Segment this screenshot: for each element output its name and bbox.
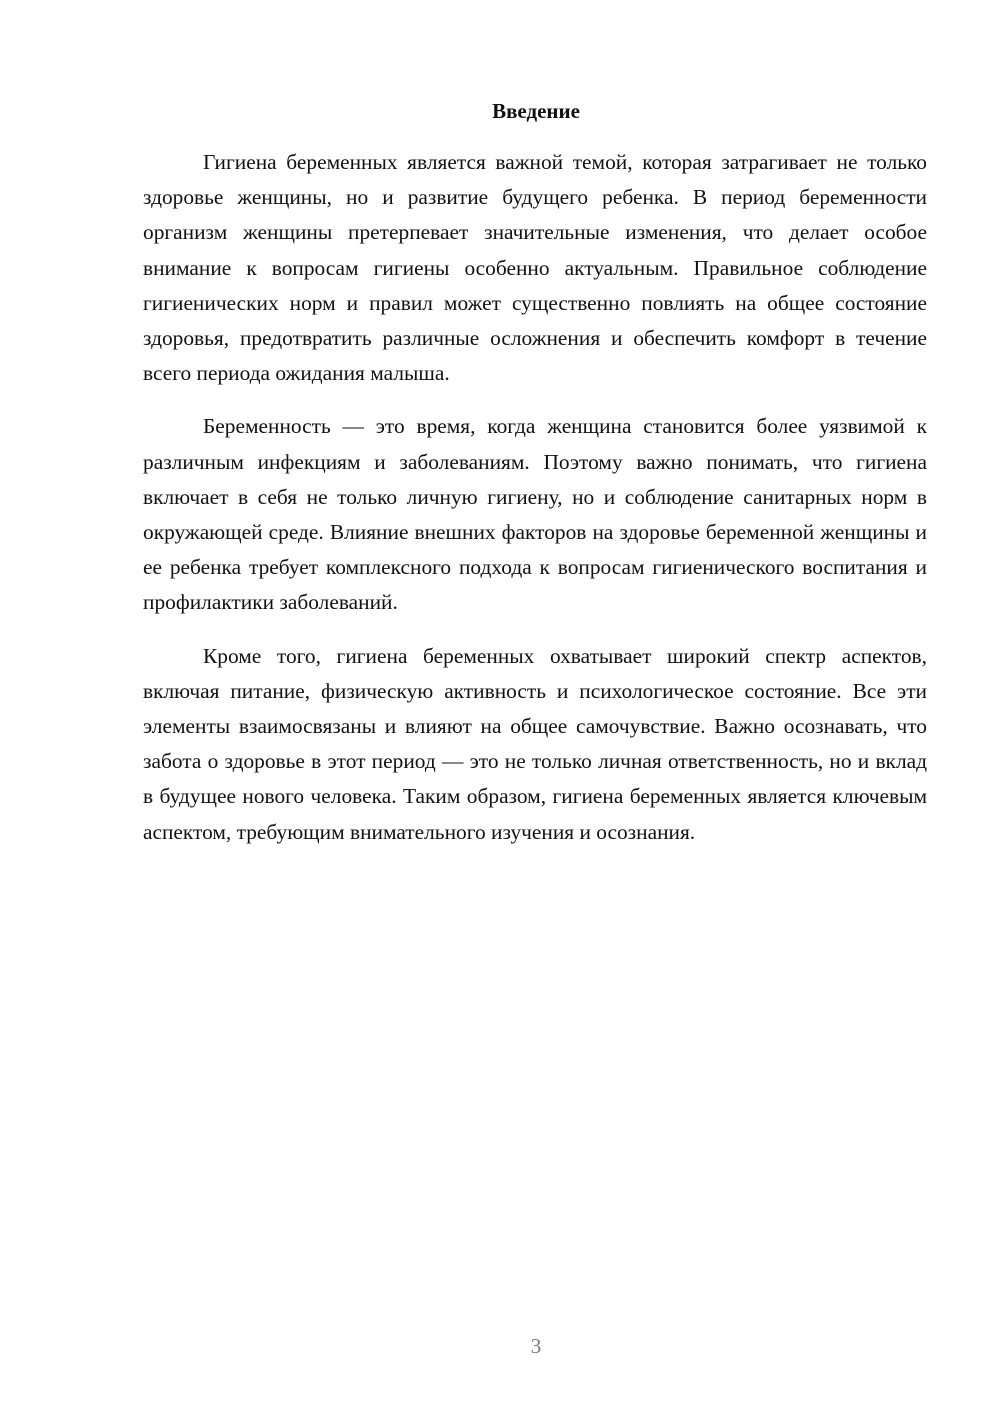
page-number: 3	[530, 1334, 542, 1358]
paragraph-1: Гигиена беременных является важной темой, которая затрагивает не только здоровье женщины, но и развитие будущего ребенка. В период беременности организм женщины претерпевает значительные изменения, что делает особое внимание к вопросам гигиены особенно актуальным. Правильное соблюдение гигиенических норм и правил может существенно повлиять на общее состояние здоровья, предотвратить различные осложнения и обеспечить комфорт в течение всего периода ожидания малыша.	[143, 150, 927, 386]
paragraph-2: Беременность — это время, когда женщина становится более уязвимой к различным инфекциям и заболеваниям. Поэтому важно понимать, что гигиена включает в себя не только личную гигиену, но и соблюдение санитарных норм в окружающей среде. Влияние внешних факторов на здоровье беременной женщины и ее ребенка требует комплексного подхода к вопросам гигиенического воспитания и профилактики заболеваний.	[143, 414, 927, 615]
section-title: Введение	[492, 99, 580, 123]
paragraph-3: Кроме того, гигиена беременных охватывает широкий спектр аспектов, включая питание, физическую активность и психологическое состояние. Все эти элементы взаимосвязаны и влияют на общее самочувствие. Важно осознавать, что забота о здоровье в этот период — это не только личная ответственность, но и вклад в будущее нового человека. Таким образом, гигиена беременных является ключевым аспектом, требующим внимательного изучения и осознания.	[143, 643, 927, 844]
page-content	[143, 95, 927, 868]
